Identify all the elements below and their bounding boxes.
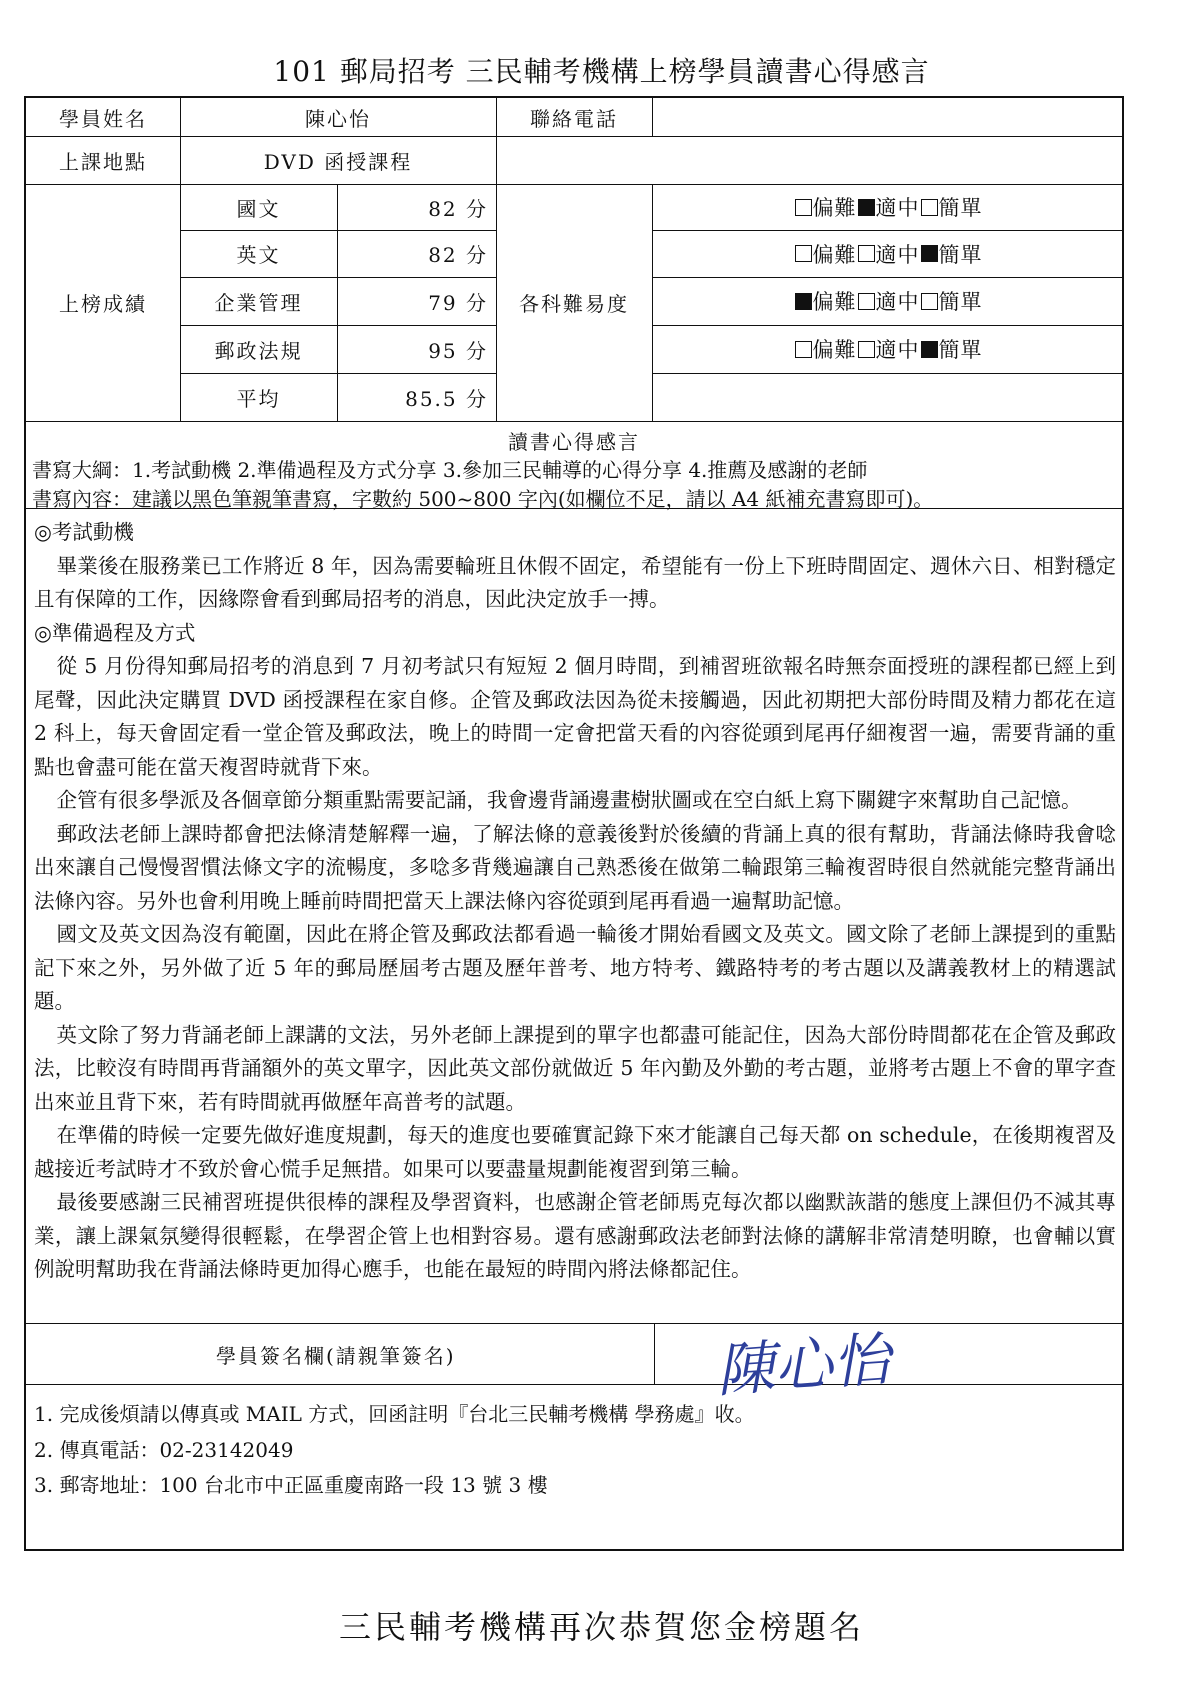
difficulty-option-label: 偏難: [812, 242, 857, 267]
difficulty-choice: [652, 277, 1124, 325]
location-label: 上課地點: [59, 149, 147, 174]
checkbox: [795, 293, 812, 310]
subject-name: 郵政法規: [214, 338, 303, 363]
difficulty-label: 各科難易度: [519, 292, 629, 316]
average-score: 85.5 分: [405, 386, 488, 411]
difficulty-option-label: 適中: [875, 290, 920, 314]
section-title: ◎準備過程及方式: [34, 620, 196, 645]
essay-paragraph: 國文及英文因為沒有範圍，因此在將企管及郵政法都看過一輪後才開始看國文及英文。國文除了老師上課提到的重點記下來之外，另外做了近 5 年的郵局歷屆考古題及歷年普考、地方特考、鐵路特考的考古題以及講義教材上的精選試題。: [34, 922, 1116, 1013]
difficulty-option-label: 簡單: [938, 338, 983, 362]
subject-name: 英文: [236, 243, 281, 267]
checkbox: [858, 293, 875, 310]
checkbox: [921, 293, 938, 310]
testimonial-form: [24, 96, 1124, 1551]
difficulty-option-label: 簡單: [938, 196, 983, 220]
document-title: 101 郵局招考 三民輔考機構上榜學員讀書心得感言: [273, 55, 930, 88]
name-label: 學員姓名: [59, 106, 147, 131]
checkbox: [795, 341, 812, 358]
difficulty-option-label: 適中: [875, 338, 920, 362]
checkbox: [921, 199, 938, 216]
difficulty-option-label: 適中: [875, 196, 920, 220]
class-location: DVD 函授課程: [263, 149, 413, 174]
subject-name: 國文: [236, 196, 281, 221]
checkbox: [795, 245, 812, 262]
essay-paragraph: 企管有很多學派及各個章節分類重點需要記誦，我會邊背誦邊畫樹狀圖或在空白紙上寫下關鍵字來幫助自己記憶。: [56, 788, 1082, 812]
difficulty-option-label: 簡單: [938, 242, 983, 267]
essay-paragraph: 英文除了努力背誦老師上課講的文法，另外老師上課提到的單字也都盡可能記住，因為大部份時間都花在企管及郵政法，比較沒有時間再背誦額外的英文單字，因此英文部份就做近 5 年內勤及外勤的考古題，並將考古題上不會的單字查出來並且背下來，若有時間就再做歷年高普考的試題。: [34, 1022, 1116, 1114]
average-label: 平均: [236, 386, 281, 411]
difficulty-option-label: 簡單: [938, 290, 983, 314]
student-name: 陳心怡: [305, 106, 371, 131]
difficulty-choice: [652, 184, 1124, 230]
section-title: ◎考試動機: [34, 520, 134, 544]
difficulty-choice: [652, 325, 1124, 373]
subject-score: 82 分: [428, 243, 488, 267]
essay-paragraph: 在準備的時候一定要先做好進度規劃，每天的進度也要確實記錄下來才能讓自己每天都 on schedule，在後期複習及越接近考試時才不致於會心慌手足無措。如果可以要盡量規劃能複習到第三輪。: [34, 1123, 1116, 1181]
note-line: 2. 傳真電話：02-23142049: [34, 1438, 294, 1462]
checkbox: [858, 341, 875, 358]
note-line: 3. 郵寄地址：100 台北市中正區重慶南路一段 13 號 3 樓: [34, 1473, 548, 1497]
phone-label: 聯絡電話: [530, 106, 618, 131]
subject-name: 企業管理: [214, 290, 303, 315]
checkbox: [795, 199, 812, 216]
phone-value: [652, 98, 1124, 136]
note-line: 1. 完成後煩請以傳真或 MAIL 方式，回函註明『台北三民輔考機構 學務處』收。: [34, 1402, 755, 1426]
subject-score: 95 分: [428, 338, 488, 363]
congratulations-footer: 三民輔考機構再次恭賀您金榜題名: [338, 1608, 864, 1646]
writing-outline: 書寫大綱：1.考試動機 2.準備過程及方式分享 3.參加三民輔導的心得分享 4.推薦及感謝的老師: [32, 458, 868, 482]
subject-score: 82 分: [428, 196, 488, 221]
essay-body: [34, 516, 1116, 1287]
difficulty-choice: [652, 230, 1124, 277]
checkbox: [858, 199, 875, 216]
essay-paragraph: 最後要感謝三民補習班提供很棒的課程及學習資料，也感謝企管老師馬克每次都以幽默詼諧的態度上課但仍不減其專業，讓上課氣氛變得很輕鬆，在學習企管上也相對容易。還有感謝郵政法老師對法條的講解非常清楚明瞭，也會輔以實例說明幫助我在背誦法條時更加得心應手，也能在最短的時間內將法條都記住。: [34, 1190, 1116, 1281]
essay-paragraph: 畢業後在服務業已工作將近 8 年，因為需要輪班且休假不固定，希望能有一份上下班時間固定、週休六日、相對穩定且有保障的工作，因緣際會看到郵局招考的消息，因此決定放手一搏。: [34, 553, 1116, 611]
subject-score: 79 分: [428, 290, 488, 315]
handwritten-signature: 陳心怡: [714, 1325, 893, 1405]
essay-heading: 讀書心得感言: [508, 430, 640, 454]
difficulty-option-label: 偏難: [812, 290, 857, 314]
difficulty-option-label: 適中: [875, 242, 920, 267]
checkbox: [921, 341, 938, 358]
difficulty-option-label: 偏難: [812, 338, 857, 362]
checkbox: [921, 245, 938, 262]
essay-paragraph: 郵政法老師上課時都會把法條清楚解釋一遍，了解法條的意義後對於後續的背誦上真的很有幫助，背誦法條時我會唸出來讓自己慢慢習慣法條文字的流暢度，多唸多背幾遍讓自己熟悉後在做第二輪跟第三輪複習時很自然就能完整背誦出法條內容。另外也會利用晚上睡前時間把當天上課法條內容從頭到尾再看過一遍幫助記憶。: [34, 821, 1116, 913]
scores-label: 上榜成績: [59, 292, 147, 316]
signature-label: 學員簽名欄(請親筆簽名): [216, 1344, 456, 1368]
writing-instructions: 書寫內容：建議以黑色筆親筆書寫，字數約 500~800 字內(如欄位不足，請以 A4 紙補充書寫即可)。: [32, 487, 934, 511]
essay-paragraph: 從 5 月份得知郵局招考的消息到 7 月初考試只有短短 2 個月時間，到補習班欲報名時無奈面授班的課程都已經上到尾聲，因此決定購買 DVD 函授課程在家自修。企管及郵政法因為從未接觸過，因此初期把大部份時間及精力都花在這 2 科上，每天會固定看一堂企管及郵政法，晚上的時間一定會把當天看的內容從頭到尾再仔細複習一遍，需要背誦的重點也會盡可能在當天複習時就背下來。: [34, 654, 1116, 779]
checkbox: [858, 245, 875, 262]
difficulty-option-label: 偏難: [812, 196, 857, 220]
